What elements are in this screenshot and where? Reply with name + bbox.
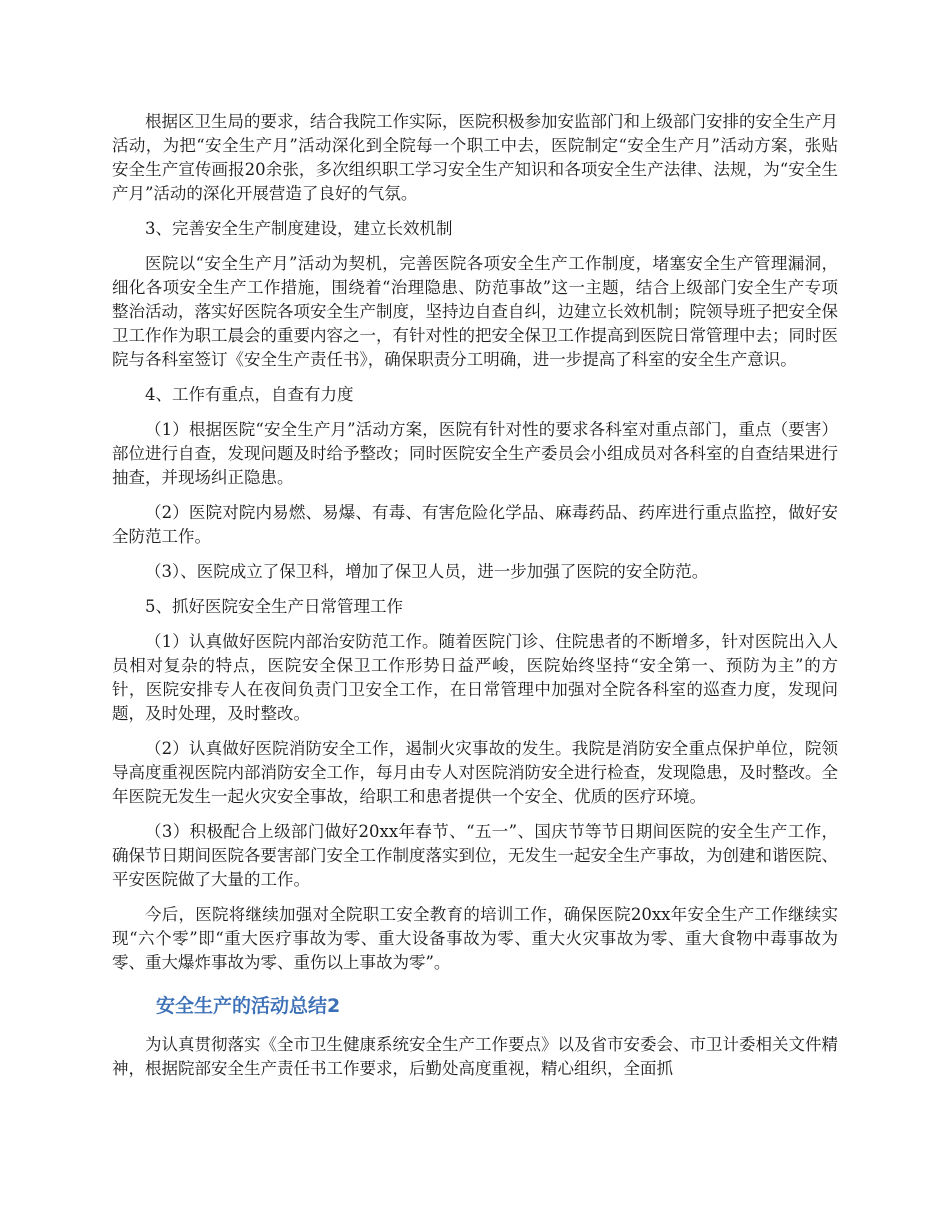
paragraph-implementation: 为认真贯彻落实《全市卫生健康系统安全生产工作要点》以及省市安委会、市卫计委相关文件精神，根据院部安全生产责任书工作要求，后勤处高度重视，精心组织，全面抓 xyxy=(112,1035,838,1078)
section-title: 安全生产的活动总结2 xyxy=(156,995,341,1017)
paragraph-self-inspection: （1）根据医院“安全生产月”活动方案，医院有针对性的要求各科室对重点部门，重点（要害）部位进行自查，发现问题及时给予整改；同时医院安全生产委员会小组成员对各科室的自查结果进行抽查，并现场纠正隐患。 xyxy=(112,420,838,487)
heading-item-3: 3、完善安全生产制度建设，建立长效机制 xyxy=(145,219,453,238)
document-page xyxy=(112,110,838,1092)
section-after xyxy=(112,1033,838,1081)
paragraph-holiday-safety: （3）积极配合上级部门做好20xx年春节、“五一”、国庆节等节日期间医院的安全生产工作，确保节日期间医院各要害部门安全工作制度落实到位，无发生一起安全生产事故，为创建和谐医院、平安医院做了大量的工作。 xyxy=(112,822,838,889)
paragraph-activity-promotion: 根据区卫生局的要求，结合我院工作实际，医院积极参加安监部门和上级部门安排的安全生产月活动，为把“安全生产月”活动深化到全院每一个职工中去，医院制定“安全生产月”活动方案，张贴安全生产宣传画报20余张，多次组织职工学习安全生产知识和各项安全生产法律、法规，为“安全生产月”活动的深化开展营造了良好的气氛。 xyxy=(112,112,838,203)
heading-item-5: 5、抓好医院安全生产日常管理工作 xyxy=(145,597,403,616)
paragraph-fire-safety: （2）认真做好医院消防安全工作，遏制火灾事故的发生。我院是消防安全重点保护单位，院领导高度重视医院内部消防安全工作，每月由专人对医院消防安全进行检查，发现隐患，及时整改。全年医院无发生一起火灾安全事故，给职工和患者提供一个安全、优质的医疗环境。 xyxy=(112,739,838,806)
paragraph-security-dept: （3）、医院成立了保卫科，增加了保卫人员，进一步加强了医院的安全防范。 xyxy=(145,562,709,581)
paragraph-public-security: （1）认真做好医院内部治安防范工作。随着医院门诊、住院患者的不断增多，针对医院出入人员相对复杂的特点，医院安全保卫工作形势日益严峻，医院始终坚持“安全第一、预防为主”的方针，医院安排专人在夜间负责门卫安全工作，在日常管理中加强对全院各科室的巡查力度，发现问题，及时处理，及时整改。 xyxy=(112,632,838,723)
heading-item-4: 4、工作有重点，自查有力度 xyxy=(145,385,354,404)
section-before xyxy=(112,110,838,975)
paragraph-future-plan: 今后，医院将继续加强对全院职工安全教育的培训工作，确保医院20xx年安全生产工作继续实现“六个零”即“重大医疗事故为零、重大设备事故为零、重大火灾事故为零、重大食物中毒事故为零、重大爆炸事故为零、重伤以上事故为零”。 xyxy=(112,905,838,972)
paragraph-system-building: 医院以“安全生产月”活动为契机，完善医院各项安全生产工作制度，堵塞安全生产管理漏洞，细化各项安全生产工作措施，围绕着“治理隐患、防范事故”这一主题，结合上级部门安全生产专项整治活动，落实好医院各项安全生产制度，坚持边自查自纠，边建立长效机制；院领导班子把安全保卫工作作为职工晨会的重要内容之一，有针对性的把安全保卫工作提高到医院日常管理中去；同时医院与各科室签订《安全生产责任书》，确保职责分工明确，进一步提高了科室的安全生产意识。 xyxy=(112,254,838,369)
paragraph-hazardous-control: （2）医院对院内易燃、易爆、有毒、有害危险化学品、麻毒药品、药库进行重点监控，做好安全防范工作。 xyxy=(112,503,838,546)
